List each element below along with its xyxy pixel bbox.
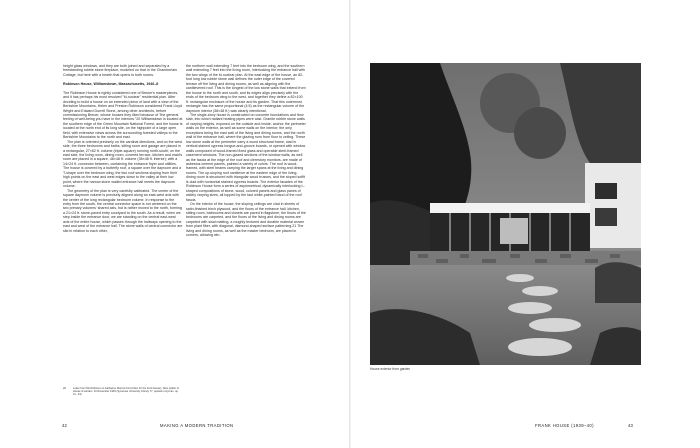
house-tall-block xyxy=(585,163,641,248)
footnote-number: 20 xyxy=(63,387,66,390)
intro-paragraph: height glass windows, and they are both joined and separated by a freestanding rubble stone fireplace, modeled on that in the Chamberlain Cottage, but here with a hearth that opens to both rooms. xyxy=(63,64,178,77)
house-window-upper xyxy=(595,183,617,199)
tree-canopy-center-2 xyxy=(514,107,566,159)
running-head-left: MAKING A MODERN TRADITION xyxy=(160,423,234,428)
photo-illustration xyxy=(370,63,641,365)
body-paragraph: The plan is oriented precisely on the cardinal directions, and on the west side, the three bedrooms and baths, sitting room and garage are placed in a rectangular, 27×62 ft. volume (triple-square) running north-south; on the east side, the living room, dining room, covered terrace, kitchen and maid's room are placed in a square, 48×48 ft. volume (38×48 ft. interior); with a 14×24 ft. connector between, containing the entrance foyer and utilities. The house is covered by a butterfly roof, a square over the dayroom and a T-shape over the bedroom wing; the two roof sections sloping from their high points on the east and west edges down to the valley at their low point, where the narrow stone walled entrance hall meets the dayroom volume. xyxy=(63,139,183,189)
interior-light xyxy=(500,218,528,244)
text-column-2 xyxy=(186,64,306,238)
page-number-left: 42 xyxy=(62,423,68,428)
left-page xyxy=(0,0,349,448)
footnote-text: Letter from Ms Robinson to Katharine Morrow Ford (then for the Ford House). Now (editor of House & Garden, 16 November 1946 (Syracuse University Library 77, quoted in Hyman, op. cit., 34). xyxy=(73,387,179,397)
footnote xyxy=(63,387,183,397)
body-paragraph: the northern wall extending 7 feet into the bedroom wing, and the southern wall extending 7 feet into the living room, interlocking the entrance hall with the two wings of the bi-nuclear plan. At the east edge of the house, an 82-foot long low rubble stone wall defines the outer edge of the covered terrace off the living and dining rooms, as well as aligning with the cantilevered roof. This is the longest of the low stone walls that extend from the house to the north and south, and its edges align precisely with the ends of the bedroom wing to the west, and together they define a 82×100 ft. rectangular enclosure of the house and its garden. That this outermost rectangle has the same proportional (4:5) as the rectangular volume of the dayroom interior (38×48 ft.) was clearly intentional. xyxy=(186,64,306,113)
body-paragraph: On the interior of the house, the sloping ceilings are clad in sheets of satin-finished birch plywood, and the floors of the entrance hall, kitchen, sitting room, bathrooms and closets are paved in flagstone, the floors of the bedrooms are carpeted, and the floors of the living and dining rooms are carpeted with sisal matting, a roughly textured and durable material woven from plant fiber, with diagonal, diamond-shaped surface patterning.21 The living and dining rooms, as well as the master bedroom, are placed in corners, allowing win- xyxy=(186,202,306,238)
text-column-1 xyxy=(63,64,183,233)
house-window-lower xyxy=(595,208,617,226)
body-paragraph: The Robinson House is rightly considered one of Breuer's masterpieces, and it has perhaps his most resolved "bi-nuclear" residential plan. After deciding to build a house on an extended piece of land with a view of the Berkshire Mountains, Helen and Preston Robinson considered Frank Lloyd Wright and Edward Durrell Stone, among other architects, before commissioning Breuer, whose houses they liked because of "the general feeling of well-being you have in the interiors."20 Williamstown is located at the southern edge of the Green Mountain National Forest, and the house is located at the north end of its long site, on the highpoint of a large open field, with extensive views across the surrounding forested valleys to the Berkshire Mountains to the north and east. xyxy=(63,90,183,140)
section-heading: Robinson House, Williamstown, Massachusetts, 1946–8 xyxy=(63,81,159,86)
roof-fascia xyxy=(430,203,590,213)
body-paragraph: The geometry of the plan is very carefully calibrated. The center of the square dayroom volume is precisely aligned along an east-west axis with the center of the long rectangular bedroom volume. In response to the entry from the south, the central connector space is not centered on the two primary volumes' shared axis, but is rather moved to the north, forming a 21×24 ft. stone-paved entry courtyard to the south. As a result, when we step inside the entrance door, we are standing on the central east-west axis of the entire house, which passes through the hallways opening to the east and west of the entrance hall. The stone walls of central connector are slid in relation to each other, xyxy=(63,188,183,233)
shrubs-right xyxy=(595,262,641,303)
photo-caption: House exterior from garden xyxy=(370,367,411,371)
house-exterior-photo xyxy=(370,63,641,365)
body-paragraph: The single-story house is constructed on concrete foundations and floor slab, into which radiant heating pipes were cast. Granite rubble stone walls of varying heights, exposed on the outside and inside, anchor the perimeter walls on the exterior, as well as some walls on the interior; the only exceptions being the east wall of the living and dining rooms, and the north wall of the entrance hall, where the glazing runs from floor to ceiling. These low stone walls at the perimeter carry a wood structural frame, clad in vertical stained cypress tongue-and-groove boards, or opened with window walls composed of wood-framed fixed glass and operable steel-framed casement windows. The non-glazed sections of the window walls, as well as the fascia at the edge of the roof and clerestory monitors, are made of asbestos cement panels, painted a variety of colors. The roof is wood-framed, with steel beams carrying the larger spans at the living and dining rooms. The up-sloping roof cantilever at the eastern edge of the living-dining room is structured with triangular wood trusses, and the sloped soffit is clad with horizontal stained cypress boards. The exterior facades of the Robinson House form a series of asymmetrical, dynamically interlocking L-shaped compositions of stone, wood, colored panels and glass panes of widely varying sizes, all topped by the taut white-painted band of the roof fascia. xyxy=(186,112,306,202)
running-head-right: FRANK HOUSE (1939–40) xyxy=(535,423,594,428)
page-number-right: 43 xyxy=(628,423,634,428)
